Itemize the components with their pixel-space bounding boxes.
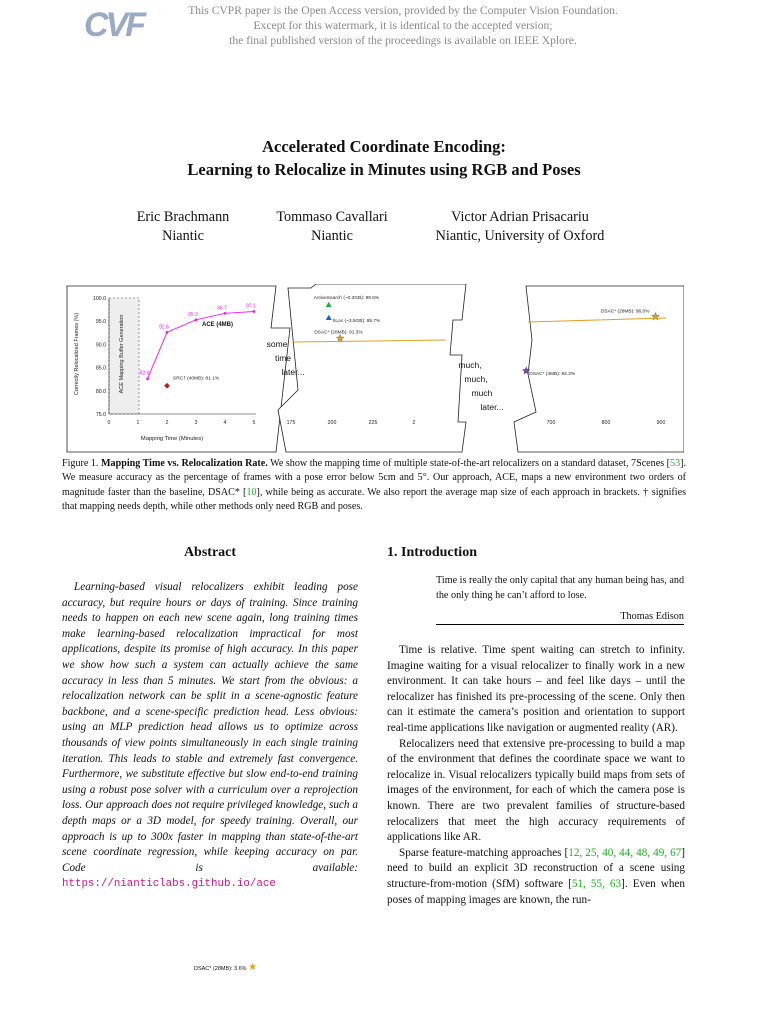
intro-paragraph-2: Relocalizers need that extensive pre-processing to build a map of the environment that defines the coordinate space we want to relocalize in. Visual relocalizers typically build maps from sets of images of the environment, for each of which the camera pose is known. There are two prevalent families of structure-based relocalizers that meet the high accuracy requirements of applications like AR. — [387, 737, 685, 844]
x-tick-label: 175 — [286, 420, 296, 426]
x-tick-label: 2 — [412, 420, 416, 426]
x-tick-label: 800 — [601, 420, 611, 426]
x-tick-label: 900 — [656, 420, 666, 426]
ace-data-label: 82.6 — [139, 370, 150, 377]
y-tick-label: 85.0 — [95, 365, 106, 372]
annotation-time: time — [274, 353, 292, 363]
x-tick-label: 3 — [194, 420, 198, 426]
ace-data-point — [253, 310, 256, 313]
intro-text: ] need to build an explicit 3D reconstruction of a scene using structure-from-motion (SfM) software [ — [387, 846, 686, 890]
y-tick-label: 75.0 — [95, 412, 106, 418]
intro-text: ]. Even when poses of mapping images are known, the run- — [387, 877, 685, 906]
paper-title — [0, 135, 768, 181]
ace-data-point — [146, 377, 149, 380]
star-icon: ★ — [248, 962, 258, 973]
x-tick-label: 5 — [252, 420, 256, 426]
stray-figure-fragment — [194, 962, 257, 973]
y-tick-label: 80.0 — [95, 388, 106, 395]
epigraph-source: Thomas Edison — [436, 611, 684, 625]
cvf-logo: CVF — [84, 6, 143, 44]
author-name: Eric Brachmann — [136, 209, 230, 225]
code-url-link[interactable]: https://nianticlabs.github.io/ace — [62, 878, 276, 891]
watermark-text — [150, 3, 656, 49]
ace-data-label: 95.3 — [188, 311, 198, 318]
author-1 — [120, 208, 246, 246]
x-tick-label: 1 — [136, 420, 140, 426]
x-tick-label: 700 — [546, 420, 556, 426]
watermark-line: Except for this watermark, it is identical to the accepted version; — [253, 19, 553, 33]
ace-data-point — [166, 331, 169, 334]
citation-link[interactable]: 53 — [670, 458, 681, 469]
citation-link[interactable]: 12, 25, 40, 44, 48, 49, 67 — [568, 846, 682, 859]
citation-link[interactable]: 10 — [246, 486, 257, 498]
intro-paragraph-1: Time is relative. Time spent waiting can stretch to infinity. Imagine waiting for a visual relocalizer to finally work in a new environment. It can take hours – and feel like days – until the relocalizer has finished its pre-processing of the scene. Only then can it estimate the camera’s position and orientation to support real-time applications like navigation or augmented reality (AR). — [387, 644, 685, 734]
abstract-heading: Abstract — [183, 545, 237, 560]
ace-series-label: ACE (4MB) — [202, 322, 233, 328]
x-axis-label: Mapping Time (Minutes) — [140, 436, 204, 442]
x-tick-label: 0 — [107, 420, 111, 426]
y-tick-label: 95.0 — [95, 319, 106, 326]
caption-bold: Mapping Time vs. Relocalization Rate. — [101, 458, 268, 469]
title-line-2: Learning to Relocalize in Minutes using RGB and Poses — [187, 160, 581, 179]
watermark-line: the final published version of the proceedings is available on IEEE Xplore. — [229, 34, 577, 48]
introduction-heading: 1. Introduction — [387, 545, 477, 560]
author-name: Tommaso Cavallari — [276, 209, 388, 225]
ace-data-label: 97.1 — [246, 303, 256, 310]
annotation-much-later: later... — [480, 402, 504, 412]
y-tick-label: 90.0 — [95, 342, 106, 349]
y-axis-label: Correctly Relocalized Frames (%) — [74, 312, 80, 396]
figure-1-chart — [66, 284, 684, 454]
author-name: Victor Adrian Prisacariu — [451, 209, 589, 225]
author-3 — [420, 208, 620, 246]
x-tick-label: 4 — [223, 420, 227, 426]
caption-prefix: Figure 1. — [62, 458, 99, 469]
point-label: ActiveSearch (~0.3GB): 98.5% — [313, 295, 380, 301]
ace-data-label: 92.6 — [159, 324, 169, 331]
annotation-much-2: much, — [464, 374, 488, 384]
author-affiliation: Niantic — [311, 228, 353, 244]
abstract-text: Learning-based visual relocalizers exhibit leading pose accuracy, but require hours or days of training. Since training needs to happen on each new scene again, long training times make learning-based relocalization impractical for most applications, despite its promise of high accuracy. In this paper we show how such a system can actually achieve the same accuracy in less than 5 minutes. We start from the obvious: a relocalization network can be split in a scene-agnostic feature backbone, and a scene-specific prediction head. Less obvious: using an MLP prediction head allows us to optimize across thousands of view points simultaneously in each single training iteration. This leads to stable and extremely fast convergence. Furthermore, we substitute effective but slow end-to-end training using a robust pose solver with a curriculum over a reprojection loss. Our approach does not require privileged knowledge, such a depth maps or a 3D model, for speedy training. Overall, our approach is up to 300x faster in mapping than state-of-the-art scene coordinate regression, while keeping accuracy on par. Code is available: — [62, 581, 358, 874]
fragment-label: DSAC* (28MB): 3.6% — [194, 966, 247, 972]
point-label: DSAC* (28MB): 91.3% — [314, 330, 363, 336]
citation-link[interactable]: 51, 55, 63 — [571, 877, 622, 890]
figure-caption — [62, 457, 686, 514]
author-affiliation: Niantic, University of Oxford — [435, 228, 605, 244]
intro-paragraph-3 — [387, 846, 685, 908]
abstract-body — [62, 580, 358, 893]
caption-text: ]. We measure accuracy as the percentage of frames with a pose error below 5cm and 5°. Our approach, ACE, maps a new environment two orders of magnitude faster than the baseline, DSAC* [ — [62, 458, 687, 498]
annotation-much-1: much, — [458, 360, 482, 370]
watermark-line: This CVPR paper is the Open Access version, provided by the Computer Vision Foundation. — [188, 4, 618, 17]
point-label: DSAC* (4MB): 84.3% — [529, 371, 576, 377]
introduction-body — [387, 643, 685, 908]
x-tick-label: 200 — [327, 420, 337, 426]
ace-data-point — [224, 312, 227, 315]
caption-text: ], while being as accurate. We also report the average map size of each approach in brackets. † signifies that mapping needs depth, while other methods only need RGB and poses. — [62, 486, 686, 512]
annotation-later: later... — [281, 367, 305, 377]
ace-data-label: 96.7 — [217, 305, 227, 312]
author-affiliation: Niantic — [162, 228, 204, 244]
y-tick-label: 100.0 — [93, 296, 106, 302]
buffer-region-label: ACE Mapping Buffer Generation — [119, 314, 125, 394]
ace-data-point — [195, 318, 198, 321]
x-tick-label: 225 — [368, 420, 378, 426]
caption-text: We show the mapping time of multiple state-of-the-art relocalizers on a standard dataset, 7Scenes [ — [267, 458, 671, 469]
author-2 — [262, 208, 402, 246]
point-label: DSAC* (28MB): 96.0% — [600, 309, 650, 315]
point-label: SRC† (40MB): 81.1% — [173, 376, 220, 382]
intro-text: Sparse feature-matching approaches [ — [399, 846, 569, 859]
annotation-some: some — [266, 339, 288, 349]
annotation-much-3: much — [471, 388, 493, 398]
title-line-1: Accelerated Coordinate Encoding: — [262, 137, 506, 156]
point-label: hLoc (~3.5GB): 95.7% — [332, 318, 381, 324]
x-tick-label: 2 — [165, 420, 169, 426]
epigraph-quote: Time is really the only capital that any human being has, and the only thing he can’t afford to lose. — [436, 575, 685, 601]
